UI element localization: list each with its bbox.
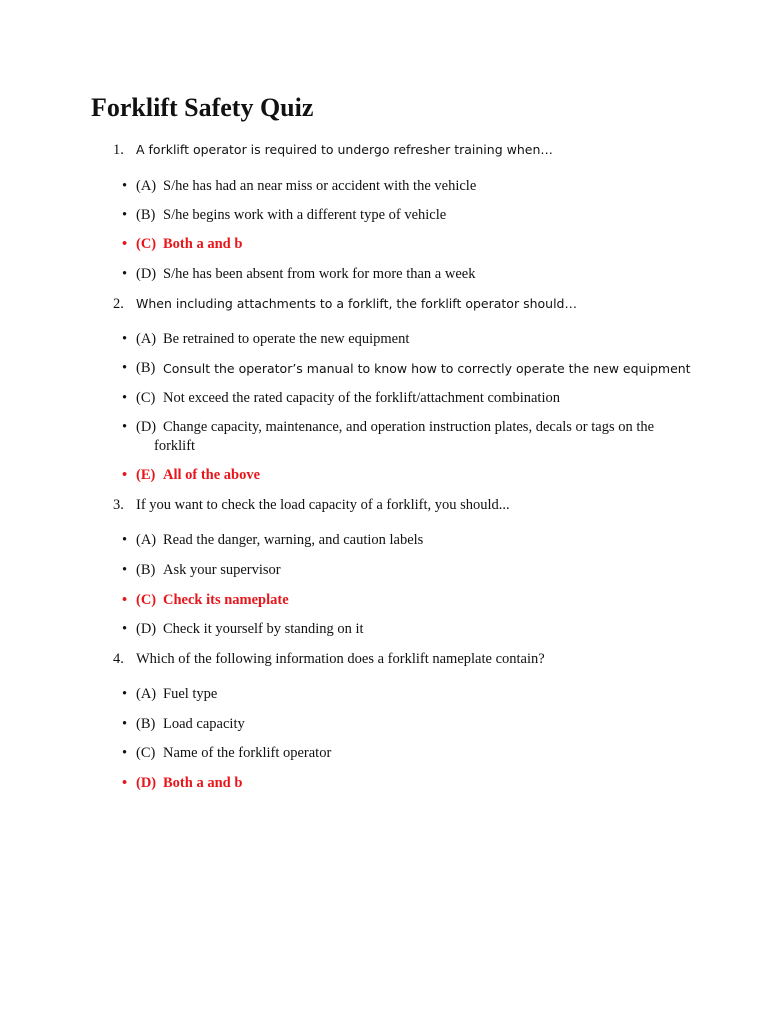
- option-text: Change capacity, maintenance, and operation instruction plates, decals or tags on the forklift: [154, 419, 655, 454]
- answer-option: [122, 744, 682, 763]
- option-text: Ask your supervisor: [163, 562, 281, 578]
- bullet-icon: •: [122, 775, 128, 791]
- option-text: Both a and b: [163, 236, 243, 252]
- answer-option: [122, 418, 682, 456]
- option-text: S/he begins work with a different type of vehicle: [163, 207, 447, 223]
- option-text: Be retrained to operate the new equipment: [163, 331, 410, 347]
- option-text: Read the danger, warning, and caution labels: [163, 532, 424, 548]
- question-number: 1.: [113, 142, 124, 158]
- bullet-icon: •: [122, 207, 128, 223]
- option-text: Fuel type: [163, 686, 218, 702]
- option-text: Not exceed the rated capacity of the forklift/attachment combination: [163, 390, 560, 406]
- answer-option: [122, 389, 682, 408]
- bullet-icon: •: [122, 266, 128, 282]
- answer-option: [122, 359, 691, 378]
- answer-option: [122, 265, 682, 284]
- correct-answer-option: [122, 235, 682, 254]
- option-text: Load capacity: [163, 716, 245, 732]
- option-text: S/he has had an near miss or accident with the vehicle: [163, 178, 477, 194]
- answer-option: [122, 206, 682, 225]
- option-letter: (D): [136, 419, 157, 435]
- bullet-icon: •: [122, 716, 128, 732]
- option-letter: (A): [136, 532, 157, 548]
- option-letter: (D): [136, 775, 157, 791]
- question-text: Which of the following information does a forklift nameplate contain?: [136, 651, 545, 667]
- bullet-icon: •: [122, 360, 128, 376]
- answer-option: [122, 685, 682, 704]
- bullet-icon: •: [122, 419, 128, 435]
- page-title: Forklift Safety Quiz: [91, 93, 314, 122]
- option-text: All of the above: [163, 467, 261, 483]
- bullet-icon: •: [122, 467, 128, 483]
- option-letter: (C): [136, 390, 156, 406]
- option-letter: (E): [136, 467, 156, 483]
- bullet-icon: •: [122, 621, 128, 637]
- option-letter: (C): [136, 236, 157, 252]
- bullet-icon: •: [122, 390, 128, 406]
- answer-option: [122, 620, 682, 639]
- correct-answer-option: [122, 591, 682, 610]
- answer-option: [122, 715, 682, 734]
- option-letter: (C): [136, 592, 157, 608]
- option-text: Name of the forklift operator: [163, 745, 332, 761]
- option-letter: (D): [136, 266, 157, 282]
- bullet-icon: •: [122, 331, 128, 347]
- bullet-icon: •: [122, 236, 128, 252]
- question-text: If you want to check the load capacity of a forklift, you should...: [136, 497, 510, 513]
- option-letter: (A): [136, 686, 157, 702]
- correct-answer-option: [122, 774, 682, 793]
- answer-option: [122, 531, 682, 550]
- question-text: When including attachments to a forklift, the forklift operator should…: [136, 296, 577, 311]
- question-number: 3.: [113, 497, 124, 513]
- question-number: 2.: [113, 296, 124, 312]
- option-text: Consult the operator’s manual to know how to correctly operate the new equipment: [163, 361, 691, 376]
- option-letter: (B): [136, 207, 156, 223]
- bullet-icon: •: [122, 562, 128, 578]
- bullet-icon: •: [122, 745, 128, 761]
- option-letter: (B): [136, 562, 156, 578]
- bullet-icon: •: [122, 532, 128, 548]
- question-number: 4.: [113, 651, 124, 667]
- option-letter: (C): [136, 745, 156, 761]
- option-text: S/he has been absent from work for more than a week: [163, 266, 476, 282]
- option-text: Check it yourself by standing on it: [163, 621, 364, 637]
- bullet-icon: •: [122, 686, 128, 702]
- bullet-icon: •: [122, 178, 128, 194]
- option-text: Both a and b: [163, 775, 243, 791]
- answer-option: [122, 177, 682, 196]
- answer-option: [122, 561, 682, 580]
- question-text: A forklift operator is required to undergo refresher training when…: [136, 142, 553, 157]
- option-letter: (B): [136, 716, 156, 732]
- option-text: Check its nameplate: [163, 592, 289, 608]
- option-letter: (D): [136, 621, 157, 637]
- correct-answer-option: [122, 466, 682, 485]
- option-letter: (A): [136, 178, 157, 194]
- bullet-icon: •: [122, 592, 128, 608]
- option-letter: (A): [136, 331, 157, 347]
- answer-option: [122, 330, 682, 349]
- option-letter: (B): [136, 360, 156, 376]
